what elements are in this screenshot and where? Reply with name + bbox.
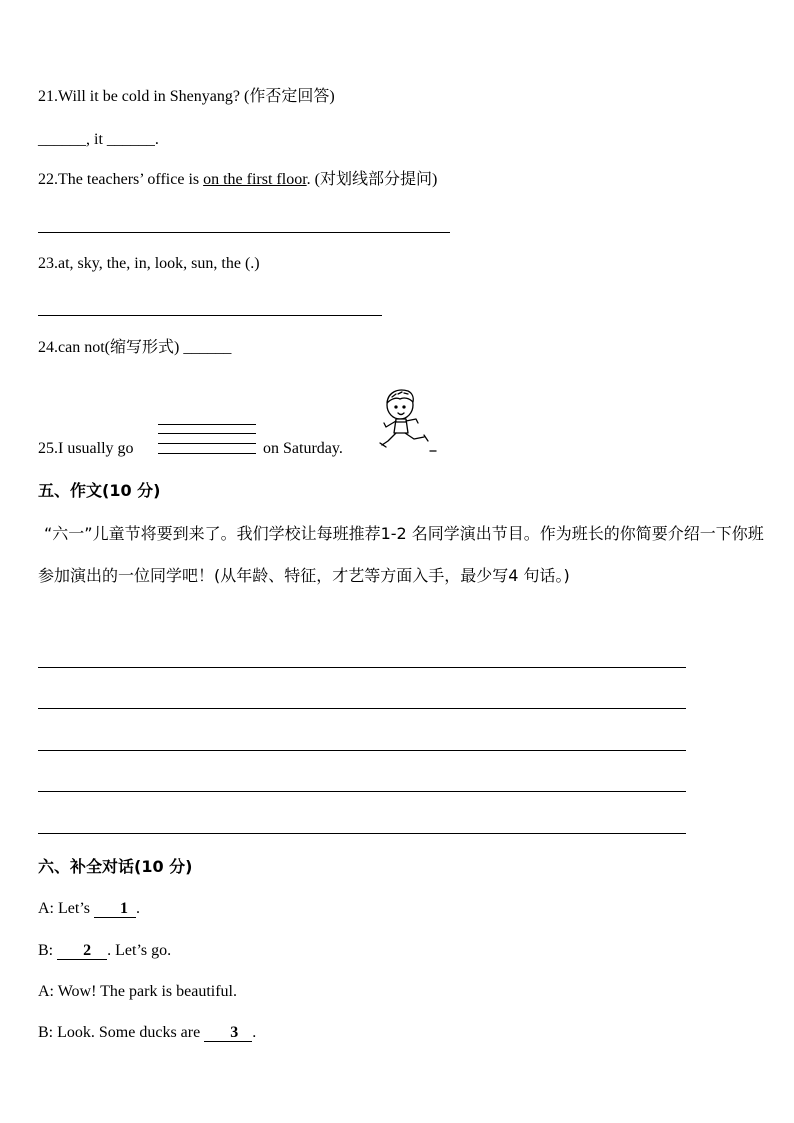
- section-6-title: 六、补全对话(10 分): [38, 857, 193, 876]
- dialog-line: [38, 899, 140, 919]
- writing-line: [38, 750, 686, 751]
- writing-line: [38, 667, 686, 668]
- section-5-prompt: “六一”儿童节将要到来了。我们学校让每班推荐1-2 名同学演出节目。作为班长的你简要介绍一下你班参加演出的一位同学吧！(从年龄、特征，才艺等方面入手，最少写4 句话。): [38, 524, 764, 585]
- question-number: 22.: [38, 171, 58, 188]
- question-number: 23.: [38, 255, 58, 272]
- question-text: I usually go: [58, 440, 134, 457]
- speaker: A:: [38, 900, 54, 917]
- question-24: [38, 338, 231, 358]
- question-text: can not: [58, 339, 105, 356]
- answer-21: [38, 130, 159, 150]
- section-5-title: 五、作文(10 分): [38, 481, 161, 500]
- question-instruction: (对划线部分提问): [314, 171, 438, 188]
- dialog-text: Let’s: [58, 900, 90, 917]
- dialog-text-end: .: [252, 1024, 257, 1041]
- question-number: 21.: [38, 88, 58, 105]
- dialog-text: . Let’s go.: [107, 942, 172, 959]
- question-text: The teachers’ office is: [58, 171, 200, 188]
- question-25-end: [263, 439, 343, 459]
- running-boy-illustration: [378, 385, 438, 455]
- question-text: Will it be cold in Shenyang?: [58, 88, 240, 105]
- question-text: at, sky, the, in, look, sun, the (.): [58, 255, 260, 272]
- question-text-end: .: [306, 171, 311, 188]
- dialog-text-end: .: [136, 900, 140, 917]
- question-number: 25.: [38, 440, 58, 457]
- answer-prefix: ______, it: [38, 131, 103, 148]
- speaker: B:: [38, 1024, 54, 1041]
- question-text: on Saturday.: [263, 440, 343, 457]
- writing-line: [38, 791, 686, 792]
- answer-suffix: ______.: [106, 131, 159, 148]
- underlined-phrase: on the first floor: [203, 171, 307, 188]
- question-22: [38, 170, 437, 190]
- answer-line-23: [38, 315, 382, 316]
- dialog-line: [38, 1023, 256, 1043]
- answer-blank: ______: [183, 339, 232, 356]
- answer-line-22: [38, 232, 450, 233]
- dialog-text: Wow! The park is beautiful.: [57, 983, 237, 1000]
- dialog-line: [38, 982, 237, 1002]
- question-23: [38, 254, 260, 274]
- dialog-line: [38, 941, 171, 961]
- writing-line: [38, 833, 686, 834]
- dialog-text: Look. Some ducks are: [57, 1024, 201, 1041]
- blank-number: 3: [204, 1024, 252, 1042]
- blank-number: 1: [94, 900, 136, 918]
- writing-line: [38, 708, 686, 709]
- blank-number: 2: [57, 942, 107, 960]
- speaker: A:: [38, 983, 54, 1000]
- question-21: [38, 87, 335, 107]
- question-instruction: (作否定回答): [243, 88, 335, 105]
- speaker: B:: [38, 942, 54, 959]
- four-line-writing-grid: [158, 424, 256, 454]
- question-25: [38, 439, 134, 459]
- question-instruction: (缩写形式): [104, 339, 180, 356]
- question-number: 24.: [38, 339, 58, 356]
